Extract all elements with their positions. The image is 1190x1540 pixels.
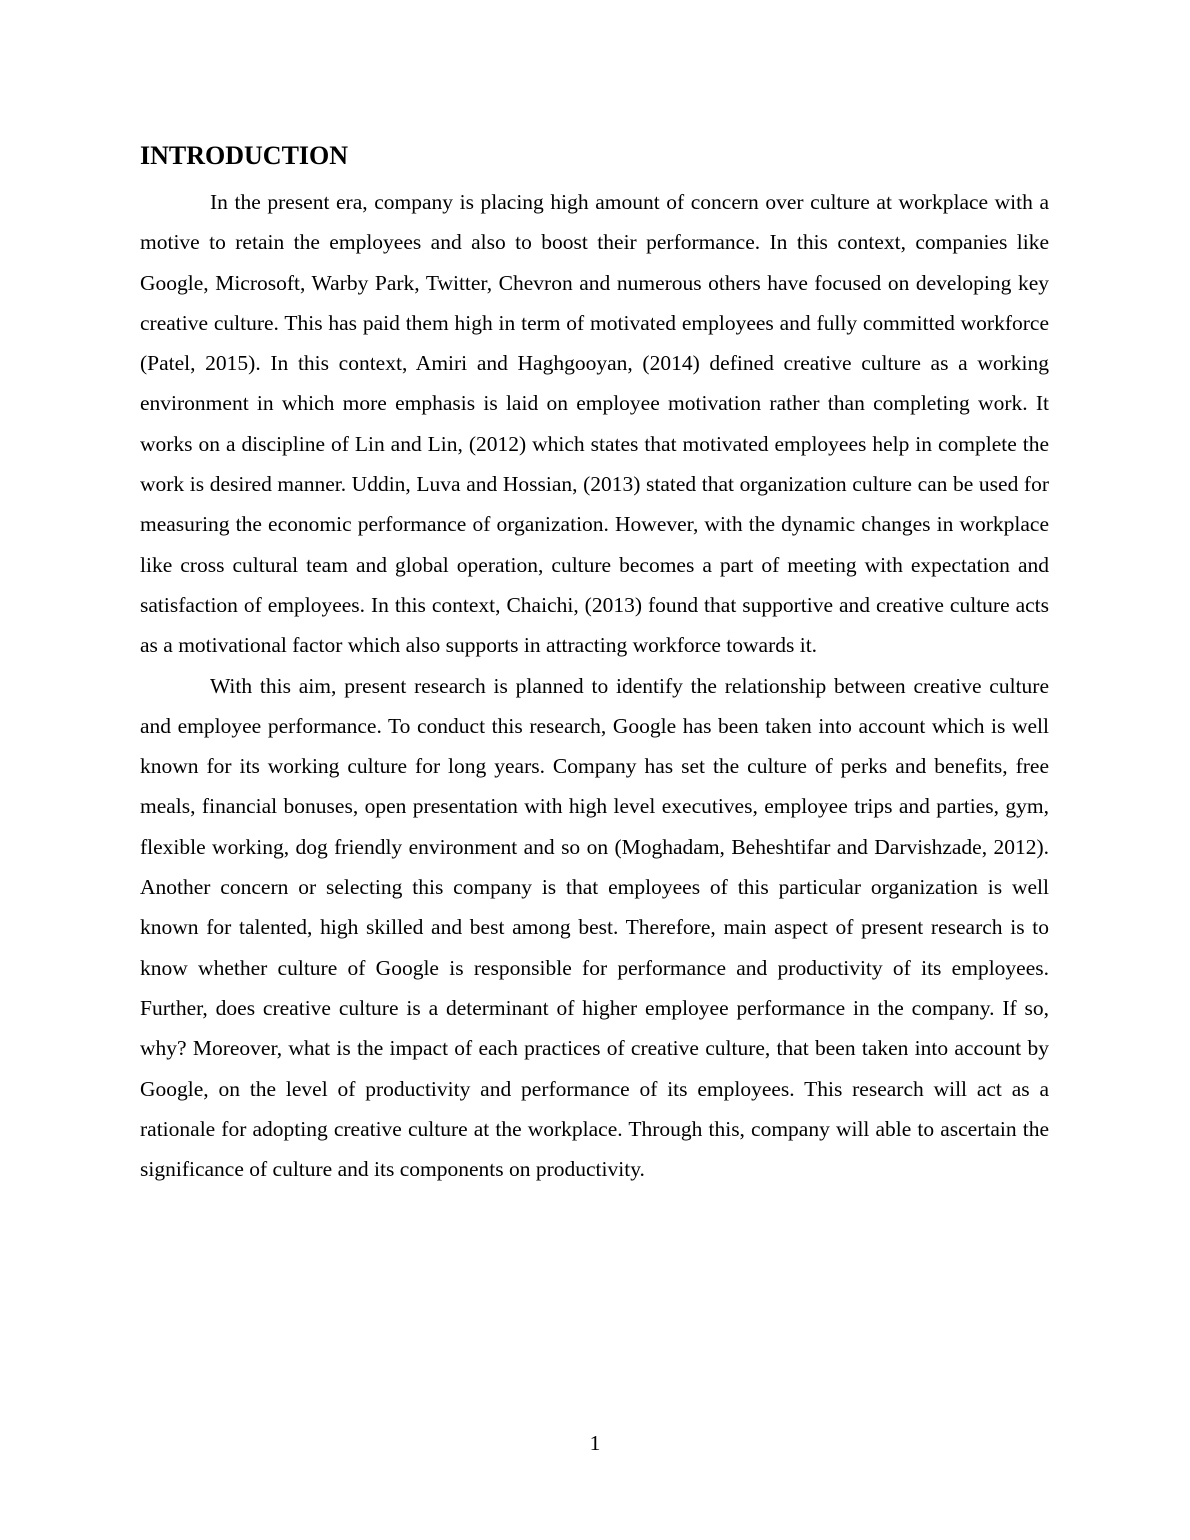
body-paragraph: With this aim, present research is planned to identify the relationship between creative culture and employee performance. To conduct this research, Google has been taken into account which is well known for its working culture for long years. Company has set the culture of perks and benefits, free meals, financial bonuses, open presentation with high level executives, employee trips and parties, gym, flexible working, dog friendly environment and so on (Moghadam, Beheshtifar and Darvishzade, 2012). Another concern or selecting this company is that employees of this particular organization is well known for talented, high skilled and best among best. Therefore, main aspect of present research is to know whether culture of Google is responsible for performance and productivity of its employees. Further, does creative culture is a determinant of higher employee performance in the company. If so, why? Moreover, what is the impact of each practices of creative culture, that been taken into account by Google, on the level of productivity and performance of its employees. This research will act as a rationale for adopting creative culture at the workplace. Through this, company will able to ascertain the significance of culture and its components on productivity. xyxy=(140,673,1049,1182)
page-number: 1 xyxy=(589,1431,601,1455)
section-heading: INTRODUCTION xyxy=(140,141,349,170)
page-content xyxy=(140,139,1049,1189)
body-paragraph: In the present era, company is placing high amount of concern over culture at workplace with a motive to retain the employees and also to boost their performance. In this context, companies like Google, Microsoft, Warby Park, Twitter, Chevron and numerous others have focused on developing key creative culture. This has paid them high in term of motivated employees and fully committed workforce (Patel, 2015). In this context, Amiri and Haghgooyan, (2014) defined creative culture as a working environment in which more emphasis is laid on employee motivation rather than completing work. It works on a discipline of Lin and Lin, (2012) which states that motivated employees help in complete the work is desired manner. Uddin, Luva and Hossian, (2013) stated that organization culture can be used for measuring the economic performance of organization. However, with the dynamic changes in workplace like cross cultural team and global operation, culture becomes a part of meeting with expectation and satisfaction of employees. In this context, Chaichi, (2013) found that supportive and creative culture acts as a motivational factor which also supports in attracting workforce towards it. xyxy=(140,190,1049,658)
